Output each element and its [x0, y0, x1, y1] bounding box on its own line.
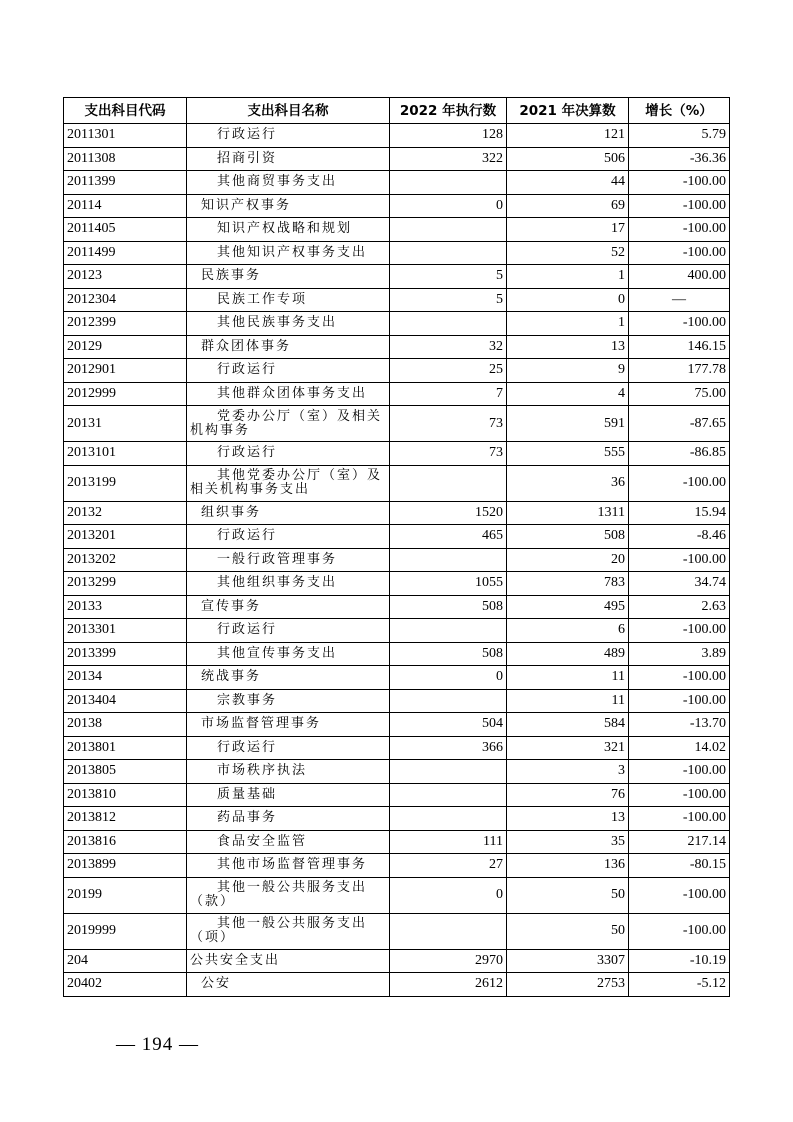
value-2022-cell: 27 — [390, 854, 507, 878]
name-cell: 宣传事务 — [187, 595, 390, 619]
table-row — [64, 147, 730, 171]
value-2021-cell: 0 — [507, 288, 629, 312]
code-cell: 2012999 — [64, 382, 187, 406]
code-cell: 20133 — [64, 595, 187, 619]
table-row — [64, 689, 730, 713]
value-2022-cell: 0 — [390, 877, 507, 913]
value-2021-cell: 495 — [507, 595, 629, 619]
growth-cell: -100.00 — [629, 807, 730, 831]
growth-cell: 14.02 — [629, 736, 730, 760]
value-2022-cell: 25 — [390, 359, 507, 383]
value-2022-cell: 73 — [390, 406, 507, 442]
value-2022-cell — [390, 312, 507, 336]
table-row — [64, 218, 730, 242]
value-2021-cell: 76 — [507, 783, 629, 807]
table-row — [64, 265, 730, 289]
name-cell: 组织事务 — [187, 501, 390, 525]
value-2022-cell: 0 — [390, 194, 507, 218]
growth-cell: -80.15 — [629, 854, 730, 878]
table-row — [64, 525, 730, 549]
growth-cell: -100.00 — [629, 619, 730, 643]
value-2021-cell: 4 — [507, 382, 629, 406]
value-2021-cell: 52 — [507, 241, 629, 265]
table-row — [64, 442, 730, 466]
name-cell: 公安 — [187, 973, 390, 997]
growth-cell: -100.00 — [629, 913, 730, 949]
value-2021-cell: 783 — [507, 572, 629, 596]
code-cell: 2012901 — [64, 359, 187, 383]
code-cell: 20123 — [64, 265, 187, 289]
code-cell: 2019999 — [64, 913, 187, 949]
value-2022-cell: 508 — [390, 642, 507, 666]
name-cell: 其他群众团体事务支出 — [187, 382, 390, 406]
code-cell: 2012304 — [64, 288, 187, 312]
growth-cell: 177.78 — [629, 359, 730, 383]
value-2022-cell: 0 — [390, 666, 507, 690]
table-row — [64, 760, 730, 784]
value-2022-cell: 366 — [390, 736, 507, 760]
growth-cell: — — [629, 288, 730, 312]
expenditure-table — [63, 97, 730, 997]
table-row — [64, 194, 730, 218]
value-2022-cell: 128 — [390, 124, 507, 148]
code-cell: 204 — [64, 949, 187, 973]
code-cell: 2013301 — [64, 619, 187, 643]
table-row — [64, 713, 730, 737]
name-cell: 食品安全监管 — [187, 830, 390, 854]
growth-cell: -100.00 — [629, 218, 730, 242]
code-cell: 2012399 — [64, 312, 187, 336]
header-code: 支出科目代码 — [64, 98, 187, 124]
code-cell: 2013404 — [64, 689, 187, 713]
table-row — [64, 877, 730, 913]
name-cell: 行政运行 — [187, 124, 390, 148]
growth-cell: 34.74 — [629, 572, 730, 596]
value-2021-cell: 1311 — [507, 501, 629, 525]
name-cell: 招商引资 — [187, 147, 390, 171]
name-cell: 市场秩序执法 — [187, 760, 390, 784]
value-2021-cell: 121 — [507, 124, 629, 148]
value-2022-cell: 465 — [390, 525, 507, 549]
table-row — [64, 854, 730, 878]
name-cell: 其他宣传事务支出 — [187, 642, 390, 666]
code-cell: 2013399 — [64, 642, 187, 666]
value-2021-cell: 35 — [507, 830, 629, 854]
name-cell: 其他商贸事务支出 — [187, 171, 390, 195]
value-2021-cell: 1 — [507, 265, 629, 289]
table-row — [64, 312, 730, 336]
code-cell: 20131 — [64, 406, 187, 442]
growth-cell: 217.14 — [629, 830, 730, 854]
code-cell: 2013199 — [64, 465, 187, 501]
growth-cell: -100.00 — [629, 689, 730, 713]
value-2021-cell: 13 — [507, 335, 629, 359]
value-2021-cell: 11 — [507, 689, 629, 713]
growth-cell: -100.00 — [629, 666, 730, 690]
growth-cell: 400.00 — [629, 265, 730, 289]
value-2021-cell: 3 — [507, 760, 629, 784]
growth-cell: -100.00 — [629, 194, 730, 218]
header-name: 支出科目名称 — [187, 98, 390, 124]
value-2022-cell — [390, 218, 507, 242]
code-cell: 2011308 — [64, 147, 187, 171]
value-2022-cell: 322 — [390, 147, 507, 171]
table-row — [64, 465, 730, 501]
code-cell: 2013101 — [64, 442, 187, 466]
value-2022-cell: 7 — [390, 382, 507, 406]
value-2021-cell: 50 — [507, 913, 629, 949]
name-cell: 公共安全支出 — [187, 949, 390, 973]
value-2022-cell — [390, 171, 507, 195]
name-cell: 群众团体事务 — [187, 335, 390, 359]
growth-cell: 15.94 — [629, 501, 730, 525]
name-cell: 行政运行 — [187, 619, 390, 643]
name-cell: 知识产权事务 — [187, 194, 390, 218]
name-cell: 质量基础 — [187, 783, 390, 807]
growth-cell: -8.46 — [629, 525, 730, 549]
name-cell: 其他一般公共服务支出（项） — [187, 913, 390, 949]
code-cell: 2013202 — [64, 548, 187, 572]
value-2022-cell: 1055 — [390, 572, 507, 596]
value-2022-cell — [390, 689, 507, 713]
name-cell: 其他组织事务支出 — [187, 572, 390, 596]
value-2022-cell — [390, 548, 507, 572]
growth-cell: -36.36 — [629, 147, 730, 171]
growth-cell: 3.89 — [629, 642, 730, 666]
name-cell: 药品事务 — [187, 807, 390, 831]
header-growth: 增长（%） — [629, 98, 730, 124]
value-2022-cell — [390, 807, 507, 831]
value-2022-cell: 32 — [390, 335, 507, 359]
value-2021-cell: 13 — [507, 807, 629, 831]
table-row — [64, 913, 730, 949]
value-2021-cell: 1 — [507, 312, 629, 336]
table-row — [64, 382, 730, 406]
code-cell: 2011405 — [64, 218, 187, 242]
growth-cell: -87.65 — [629, 406, 730, 442]
growth-cell: 2.63 — [629, 595, 730, 619]
code-cell: 20402 — [64, 973, 187, 997]
table-row — [64, 642, 730, 666]
code-cell: 2013899 — [64, 854, 187, 878]
table-body — [64, 124, 730, 997]
value-2022-cell: 5 — [390, 265, 507, 289]
header-2021: 2021 年决算数 — [507, 98, 629, 124]
value-2021-cell: 508 — [507, 525, 629, 549]
name-cell: 行政运行 — [187, 359, 390, 383]
table-row — [64, 973, 730, 997]
code-cell: 2013299 — [64, 572, 187, 596]
name-cell: 民族工作专项 — [187, 288, 390, 312]
value-2021-cell: 489 — [507, 642, 629, 666]
code-cell: 2013812 — [64, 807, 187, 831]
table-header-row — [64, 98, 730, 124]
code-cell: 20134 — [64, 666, 187, 690]
table-row — [64, 406, 730, 442]
value-2022-cell — [390, 783, 507, 807]
growth-cell: -100.00 — [629, 548, 730, 572]
value-2022-cell — [390, 760, 507, 784]
table-row — [64, 595, 730, 619]
growth-cell: -100.00 — [629, 171, 730, 195]
value-2021-cell: 44 — [507, 171, 629, 195]
table-row — [64, 619, 730, 643]
table-row — [64, 171, 730, 195]
growth-cell: -100.00 — [629, 241, 730, 265]
value-2021-cell: 20 — [507, 548, 629, 572]
code-cell: 2013801 — [64, 736, 187, 760]
code-cell: 2013810 — [64, 783, 187, 807]
table-row — [64, 949, 730, 973]
name-cell: 统战事务 — [187, 666, 390, 690]
name-cell: 宗教事务 — [187, 689, 390, 713]
name-cell: 知识产权战略和规划 — [187, 218, 390, 242]
code-cell: 20114 — [64, 194, 187, 218]
table-row — [64, 666, 730, 690]
value-2021-cell: 3307 — [507, 949, 629, 973]
code-cell: 2013201 — [64, 525, 187, 549]
value-2022-cell — [390, 241, 507, 265]
header-2022: 2022 年执行数 — [390, 98, 507, 124]
name-cell: 其他市场监督管理事务 — [187, 854, 390, 878]
growth-cell: -100.00 — [629, 760, 730, 784]
table-row — [64, 359, 730, 383]
value-2022-cell — [390, 619, 507, 643]
table-row — [64, 124, 730, 148]
code-cell: 2013805 — [64, 760, 187, 784]
table-row — [64, 335, 730, 359]
code-cell: 2011499 — [64, 241, 187, 265]
name-cell: 行政运行 — [187, 442, 390, 466]
growth-cell: 5.79 — [629, 124, 730, 148]
value-2022-cell: 508 — [390, 595, 507, 619]
value-2021-cell: 6 — [507, 619, 629, 643]
value-2022-cell: 2612 — [390, 973, 507, 997]
value-2021-cell: 2753 — [507, 973, 629, 997]
code-cell: 20129 — [64, 335, 187, 359]
growth-cell: 75.00 — [629, 382, 730, 406]
table-row — [64, 241, 730, 265]
table-row — [64, 807, 730, 831]
value-2022-cell — [390, 913, 507, 949]
value-2021-cell: 591 — [507, 406, 629, 442]
value-2022-cell: 111 — [390, 830, 507, 854]
name-cell: 行政运行 — [187, 525, 390, 549]
code-cell: 20199 — [64, 877, 187, 913]
name-cell: 其他知识产权事务支出 — [187, 241, 390, 265]
table-row — [64, 572, 730, 596]
table-row — [64, 548, 730, 572]
code-cell: 2011399 — [64, 171, 187, 195]
page-number: — 194 — — [116, 1034, 199, 1055]
growth-cell: -5.12 — [629, 973, 730, 997]
value-2021-cell: 11 — [507, 666, 629, 690]
growth-cell: -100.00 — [629, 312, 730, 336]
value-2021-cell: 17 — [507, 218, 629, 242]
value-2021-cell: 555 — [507, 442, 629, 466]
value-2022-cell: 1520 — [390, 501, 507, 525]
name-cell: 民族事务 — [187, 265, 390, 289]
growth-cell: -86.85 — [629, 442, 730, 466]
table-row — [64, 830, 730, 854]
table-row — [64, 783, 730, 807]
value-2021-cell: 36 — [507, 465, 629, 501]
growth-cell: -13.70 — [629, 713, 730, 737]
code-cell: 20132 — [64, 501, 187, 525]
value-2022-cell — [390, 465, 507, 501]
name-cell: 党委办公厅（室）及相关机构事务 — [187, 406, 390, 442]
table-row — [64, 501, 730, 525]
value-2021-cell: 506 — [507, 147, 629, 171]
name-cell: 其他党委办公厅（室）及相关机构事务支出 — [187, 465, 390, 501]
value-2022-cell: 2970 — [390, 949, 507, 973]
name-cell: 其他一般公共服务支出（款） — [187, 877, 390, 913]
value-2022-cell: 5 — [390, 288, 507, 312]
code-cell: 20138 — [64, 713, 187, 737]
name-cell: 一般行政管理事务 — [187, 548, 390, 572]
table-row — [64, 288, 730, 312]
value-2021-cell: 9 — [507, 359, 629, 383]
name-cell: 其他民族事务支出 — [187, 312, 390, 336]
growth-cell: -10.19 — [629, 949, 730, 973]
code-cell: 2011301 — [64, 124, 187, 148]
name-cell: 市场监督管理事务 — [187, 713, 390, 737]
value-2021-cell: 69 — [507, 194, 629, 218]
value-2021-cell: 136 — [507, 854, 629, 878]
value-2021-cell: 50 — [507, 877, 629, 913]
code-cell: 2013816 — [64, 830, 187, 854]
growth-cell: 146.15 — [629, 335, 730, 359]
value-2021-cell: 584 — [507, 713, 629, 737]
growth-cell: -100.00 — [629, 783, 730, 807]
growth-cell: -100.00 — [629, 465, 730, 501]
growth-cell: -100.00 — [629, 877, 730, 913]
value-2022-cell: 504 — [390, 713, 507, 737]
name-cell: 行政运行 — [187, 736, 390, 760]
value-2022-cell: 73 — [390, 442, 507, 466]
value-2021-cell: 321 — [507, 736, 629, 760]
table-row — [64, 736, 730, 760]
